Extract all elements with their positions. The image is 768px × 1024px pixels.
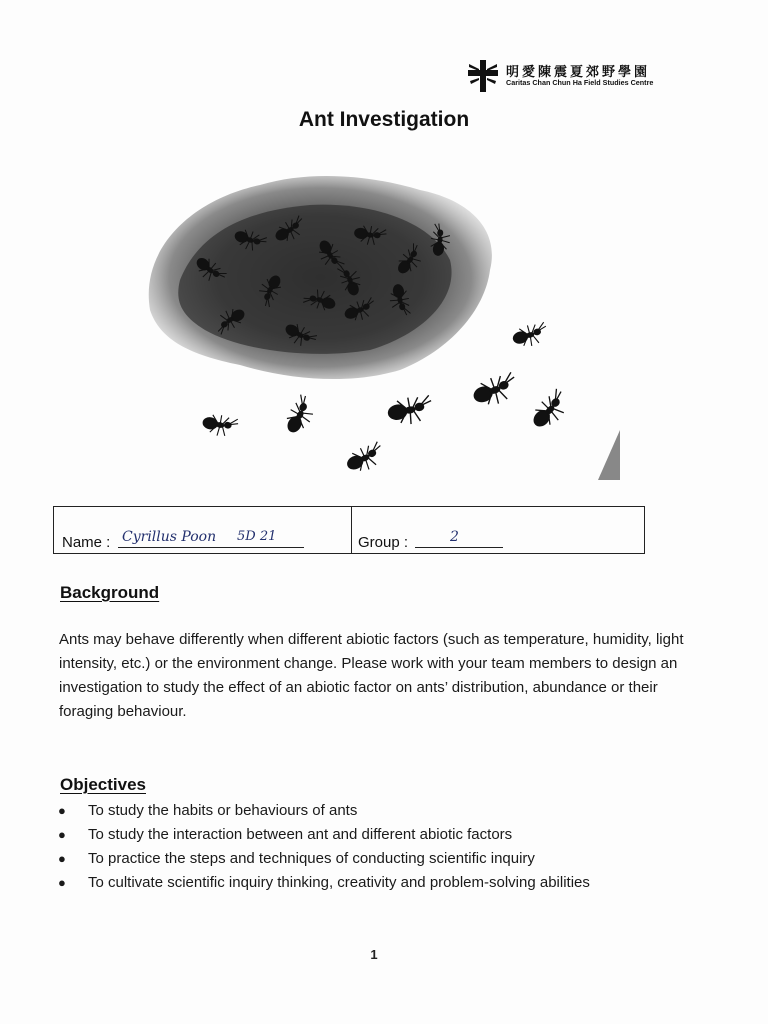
class-handwritten-value: 5D 21 [237,529,277,544]
objective-text: To cultivate scientific inquiry thinking, creativity and problem-solving abilities [88,874,590,891]
caritas-cross-icon [466,59,500,93]
bullet-icon: ● [58,875,66,890]
organization-logo [466,58,686,98]
organization-name-english: Caritas Chan Chun Ha Field Studies Centre [506,78,654,87]
page-number: 1 [370,947,378,962]
objectives-heading: Objectives [60,775,146,794]
background-paragraph: Ants may behave differently when different abiotic factors (such as temperature, humidity, light intensity, etc.) or the environment change. Please work with your team members to design an investigation to study the effect of an abiotic factor on ants’ distribution, abundance or their foraging behaviour. [59,631,684,720]
name-handwritten-value: Cyrillus Poon [122,529,217,545]
objectives-list [58,799,708,895]
objective-text: To study the interaction between ant and different abiotic factors [88,826,513,843]
page-title: Ant Investigation [298,108,470,131]
group-field-line[interactable] [415,547,503,548]
info-box-divider [351,507,352,553]
group-handwritten-value: 2 [450,529,459,545]
bullet-icon: ● [58,803,66,818]
organization-name-chinese: 明愛陳震夏郊野學園 [506,65,651,80]
ant-colony-illustration [120,160,630,490]
list-item [58,871,708,895]
bullet-icon: ● [58,827,66,842]
list-item [58,823,708,847]
list-item [58,847,708,871]
background-heading: Background [60,583,160,602]
group-label: Group : [358,534,409,551]
objective-text: To study the habits or behaviours of ants [88,802,358,819]
list-item [58,799,708,823]
name-field-line[interactable] [118,547,304,548]
bullet-icon: ● [58,851,66,866]
name-label: Name : [62,534,111,551]
objective-text: To practice the steps and techniques of conducting scientific inquiry [88,850,535,867]
student-info-box [53,506,645,554]
